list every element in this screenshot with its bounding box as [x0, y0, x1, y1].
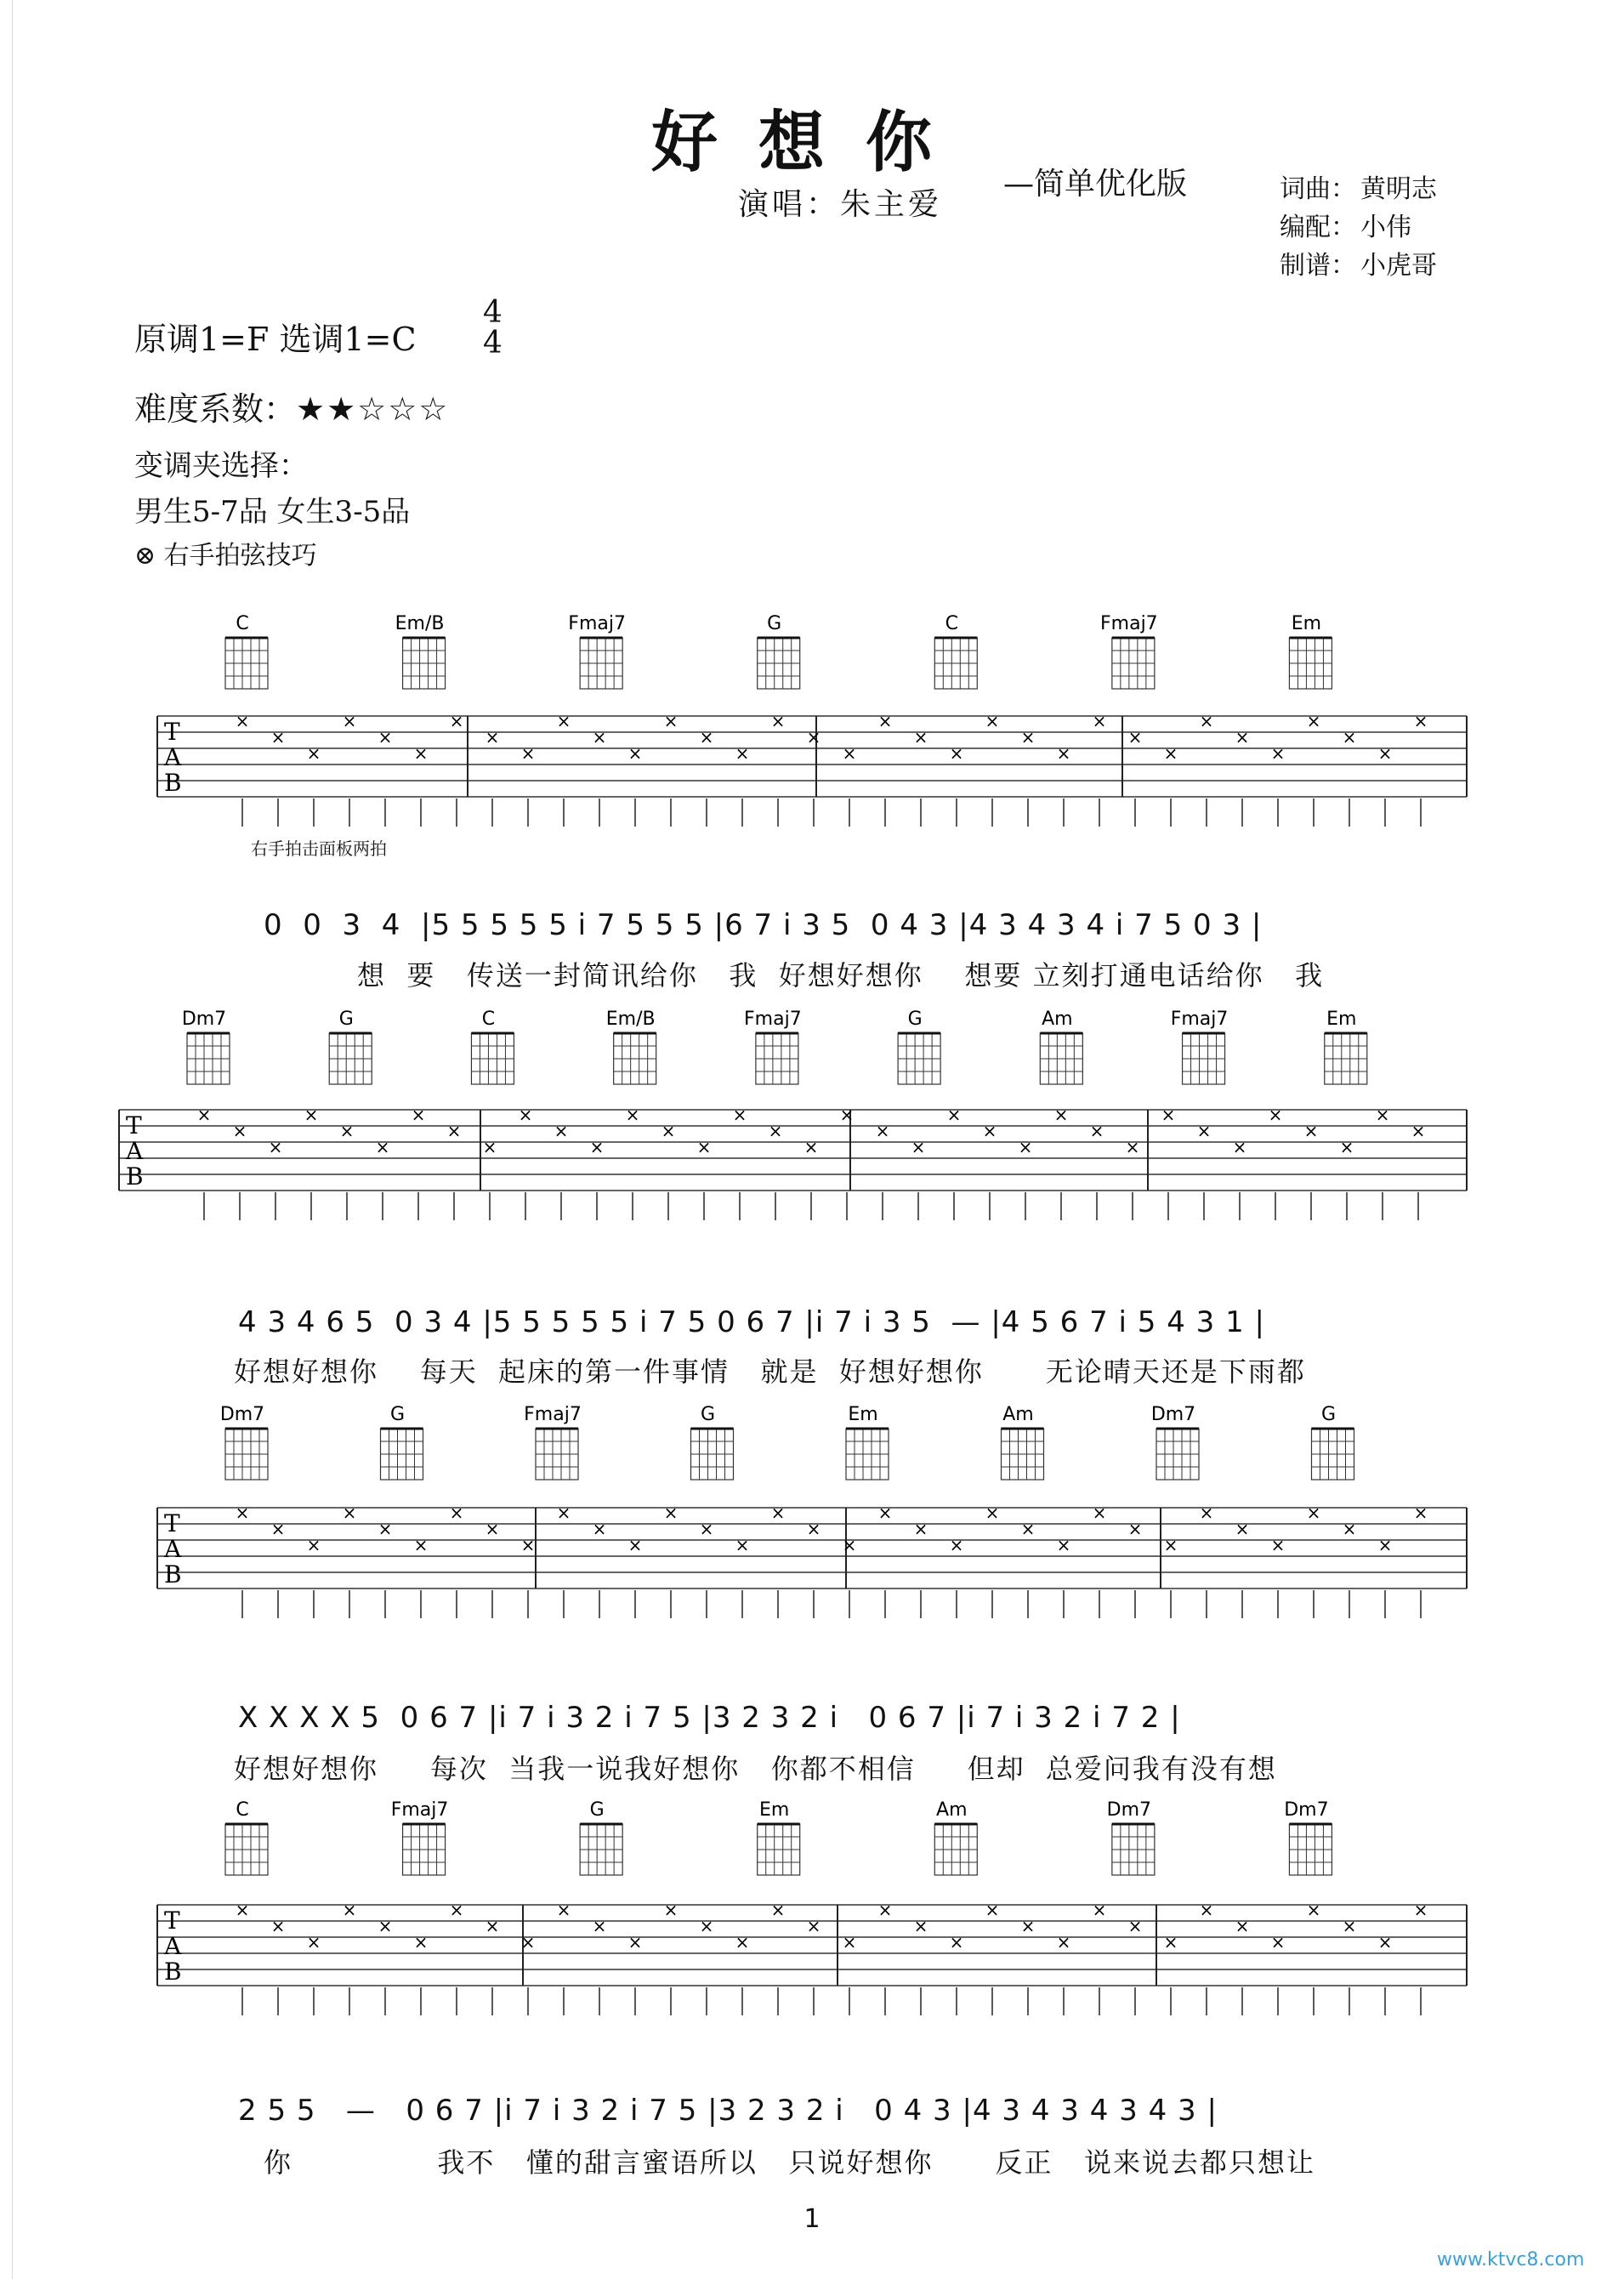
tab-strum-mark: ×	[592, 727, 607, 747]
tab-strum-mark: ×	[306, 1535, 321, 1555]
tab-strum-mark: ×	[982, 1121, 997, 1141]
difficulty-stars: ★★☆☆☆	[296, 390, 450, 428]
tab-strum-mark: ×	[663, 711, 679, 731]
tab-strum-mark: ×	[735, 743, 750, 764]
tab-strum-mark: ×	[913, 727, 928, 747]
tab-strum-mark: ×	[1375, 1105, 1390, 1125]
tab-strum-mark: ×	[342, 1900, 357, 1920]
watermark: www.ktvc8.com	[1437, 2249, 1585, 2270]
chord-name: C	[481, 1009, 496, 1030]
tab-strum-mark: ×	[592, 1519, 607, 1539]
chord-name: Am	[1042, 1009, 1073, 1030]
tab-strum-mark: ×	[735, 1535, 750, 1555]
tab-strum-mark: ×	[913, 1916, 928, 1936]
chord-name: Dm7	[219, 1404, 265, 1425]
chord-name: Fmaj7	[524, 1404, 582, 1425]
tab-strum-mark: ×	[518, 1105, 533, 1125]
tab-clef-letter: A	[126, 1137, 144, 1165]
tab-strum-mark: ×	[1413, 711, 1428, 731]
tab-strum-mark: ×	[842, 743, 857, 764]
tab-strum-mark: ×	[1270, 1932, 1286, 1952]
lyrics-row-2: 好想好想你 每天 起床的第一件事情 就是 好想好想你 无论晴天还是下雨都	[234, 1355, 1306, 1388]
tab-strum-mark: ×	[196, 1105, 212, 1125]
tab-strum-mark: ×	[270, 727, 286, 747]
tab-strum-mark: ×	[1411, 1121, 1426, 1141]
tab-strum-mark: ×	[556, 1503, 571, 1523]
tab-strum-mark: ×	[589, 1137, 605, 1157]
tab-strum-mark: ×	[1342, 1916, 1357, 1936]
tab-strum-mark: ×	[378, 1519, 393, 1539]
tab-strum-mark: ×	[663, 1900, 679, 1920]
tab-clef-letter: T	[164, 1509, 180, 1537]
tab-strum-mark: ×	[911, 1137, 926, 1157]
tab-strum-mark: ×	[1125, 1137, 1140, 1157]
page-number: 1	[803, 2204, 821, 2234]
tab-strum-mark: ×	[342, 711, 357, 731]
tab-strum-mark: ×	[842, 1932, 857, 1952]
time-signature: 4 4	[483, 295, 503, 361]
chord-name: C	[236, 1799, 249, 1821]
tab-strum-mark: ×	[661, 1121, 676, 1141]
tab-strum-mark: ×	[1306, 711, 1321, 731]
chord-name: G	[767, 613, 782, 634]
tab-strum-mark: ×	[913, 1519, 928, 1539]
tab-strum-mark: ×	[1377, 1535, 1393, 1555]
chord-name: Dm7	[1150, 1404, 1196, 1425]
tab-strum-mark: ×	[877, 711, 893, 731]
chord-name: Fmaj7	[390, 1799, 449, 1821]
tab-strum-mark: ×	[1127, 727, 1143, 747]
tab-strum-mark: ×	[449, 1503, 464, 1523]
tab-strum-mark: ×	[1235, 1916, 1250, 1936]
tab-strum-mark: ×	[482, 1137, 497, 1157]
tab-strum-mark: ×	[1199, 1503, 1214, 1523]
tab-strum-mark: ×	[732, 1105, 747, 1125]
capo-values: 男生5-7品 女生3-5品	[134, 495, 411, 529]
chord-name: Am	[936, 1799, 968, 1821]
tab-strum-mark: ×	[985, 711, 1000, 731]
notation-row-4: 2 5 5 — 0 6 7 |i 7 i 3 2 i 7 5 |3 2 3 2 i 0 4 3 |4 3 4 3 4 3 4 3 |	[238, 2094, 1218, 2128]
chord-name: Em/B	[395, 613, 445, 634]
tab-strum-mark: ×	[949, 1535, 964, 1555]
tab-strum-mark: ×	[803, 1137, 819, 1157]
tab-strum-mark: ×	[770, 1900, 786, 1920]
tab-strum-mark: ×	[985, 1900, 1000, 1920]
tab-strum-mark: ×	[592, 1916, 607, 1936]
tab-strum-mark: ×	[1270, 743, 1286, 764]
notation-row-1: 0 0 3 4 |5 5 5 5 5 i 7 5 5 5 |6 7 i 3 5 0 4 3 |4 3 4 3 4 i 7 5 0 3 |	[264, 908, 1263, 942]
tab-strum-mark: ×	[1268, 1105, 1283, 1125]
lyrics-row-3: 好想好想你 每次 当我一说我好想你 你都不相信 但却 总爱问我有没有想	[234, 1753, 1277, 1785]
chord-name: Em	[848, 1404, 878, 1425]
tab-strum-mark: ×	[625, 1105, 640, 1125]
tab-strum-mark: ×	[875, 1121, 890, 1141]
tab-strum-mark: ×	[235, 1900, 250, 1920]
tab-clef-letter: B	[164, 769, 182, 797]
tab-strum-mark: ×	[413, 1535, 429, 1555]
tab-strum-mark: ×	[1092, 711, 1107, 731]
tab-strum-mark: ×	[1161, 1105, 1176, 1125]
tab-strum-mark: ×	[411, 1105, 426, 1125]
chord-name: Fmaj7	[1100, 613, 1158, 634]
song-title: 好想你	[650, 104, 973, 181]
chord-name: Em/B	[605, 1009, 656, 1030]
chord-name: Em	[759, 1799, 790, 1821]
difficulty: 难度系数：★★☆☆☆	[134, 390, 450, 428]
tab-strum-mark: ×	[770, 711, 786, 731]
tab-strum-mark: ×	[699, 1519, 714, 1539]
chord-name: Em	[1326, 1009, 1357, 1030]
credit-arranger: 编配： 小伟	[1280, 213, 1411, 242]
tab-strum-mark: ×	[699, 727, 714, 747]
tab-strum-mark: ×	[413, 1932, 429, 1952]
tab-strum-mark: ×	[378, 727, 393, 747]
tab-strum-mark: ×	[1199, 1900, 1214, 1920]
chord-name: Am	[1002, 1404, 1034, 1425]
tab-strum-mark: ×	[1270, 1535, 1286, 1555]
credit-lyrics: 词曲： 黄明志	[1280, 174, 1437, 204]
tab-strum-mark: ×	[520, 743, 536, 764]
tab-strum-mark: ×	[949, 1932, 964, 1952]
tab-strum-mark: ×	[1163, 1932, 1178, 1952]
chord-name: Fmaj7	[744, 1009, 802, 1030]
tab-strum-mark: ×	[1377, 743, 1393, 764]
tab-strum-mark: ×	[806, 727, 821, 747]
tab-strum-mark: ×	[663, 1503, 679, 1523]
tab-strum-mark: ×	[485, 1916, 500, 1936]
chord-name: Em	[1291, 613, 1322, 634]
tab-strum-mark: ×	[770, 1503, 786, 1523]
chord-name: G	[907, 1009, 923, 1030]
tab-clef-letter: T	[164, 1907, 180, 1935]
tab-strum-mark: ×	[268, 1137, 283, 1157]
chord-name: G	[1320, 1404, 1337, 1425]
tab-strum-mark: ×	[1235, 1519, 1250, 1539]
tab-strum-mark: ×	[413, 743, 429, 764]
tab-strum-mark: ×	[839, 1105, 855, 1125]
tab-strum-mark: ×	[1020, 727, 1036, 747]
tab-strum-mark: ×	[1342, 1519, 1357, 1539]
tab-note: 右手拍击面板两拍	[251, 838, 387, 859]
tab-strum-mark: ×	[306, 1932, 321, 1952]
tab-clef-letter: T	[126, 1111, 142, 1140]
tab-strum-mark: ×	[842, 1535, 857, 1555]
tab-strum-mark: ×	[1056, 743, 1071, 764]
tab-strum-mark: ×	[554, 1121, 569, 1141]
tab-strum-mark: ×	[235, 711, 250, 731]
tab-strum-mark: ×	[1163, 743, 1178, 764]
tab-strum-mark: ×	[627, 743, 643, 764]
notation-row-2: 4 3 4 6 5 0 3 4 |5 5 5 5 5 i 7 5 0 6 7 |i 7 i 3 5 — |4 5 6 7 i 5 4 3 1 |	[238, 1305, 1266, 1339]
tab-strum-mark: ×	[446, 1121, 462, 1141]
tab-strum-mark: ×	[985, 1503, 1000, 1523]
tab-strum-mark: ×	[449, 711, 464, 731]
technique-note: ⊗ 右手拍弦技巧	[134, 541, 317, 571]
tab-strum-mark: ×	[1127, 1916, 1143, 1936]
tab-strum-mark: ×	[1339, 1137, 1354, 1157]
tab-strum-mark: ×	[232, 1121, 247, 1141]
tab-strum-mark: ×	[270, 1916, 286, 1936]
tab-strum-mark: ×	[375, 1137, 390, 1157]
chord-name: Dm7	[1284, 1799, 1329, 1821]
tab-strum-mark: ×	[627, 1535, 643, 1555]
tab-strum-mark: ×	[378, 1916, 393, 1936]
tab-clef-letter: A	[164, 743, 182, 771]
version-label: —简单优化版	[1003, 167, 1188, 202]
credit-transcriber: 制谱： 小虎哥	[1280, 251, 1437, 281]
tab-strum-mark: ×	[1018, 1137, 1033, 1157]
tab-strum-mark: ×	[806, 1519, 821, 1539]
key-info: 原调1=F 选调1=C	[134, 321, 417, 358]
tab-strum-mark: ×	[339, 1121, 355, 1141]
tab-strum-mark: ×	[556, 1900, 571, 1920]
tab-strum-mark: ×	[449, 1900, 464, 1920]
tab-strum-mark: ×	[485, 1519, 500, 1539]
tab-strum-mark: ×	[699, 1916, 714, 1936]
tab-strum-mark: ×	[877, 1503, 893, 1523]
tab-strum-mark: ×	[768, 1121, 783, 1141]
tab-strum-mark: ×	[342, 1503, 357, 1523]
tab-strum-mark: ×	[949, 743, 964, 764]
chord-name: Dm7	[1106, 1799, 1152, 1821]
chord-name: Fmaj7	[568, 613, 626, 634]
tab-strum-mark: ×	[1056, 1535, 1071, 1555]
tab-strum-mark: ×	[1092, 1900, 1107, 1920]
tab-strum-mark: ×	[1020, 1916, 1036, 1936]
tab-strum-mark: ×	[1020, 1519, 1036, 1539]
tab-strum-mark: ×	[520, 1932, 536, 1952]
tab-strum-mark: ×	[270, 1519, 286, 1539]
tab-strum-mark: ×	[1342, 727, 1357, 747]
tab-strum-mark: ×	[1235, 727, 1250, 747]
tab-strum-mark: ×	[1053, 1105, 1069, 1125]
tab-strum-mark: ×	[1056, 1932, 1071, 1952]
chord-name: C	[945, 613, 958, 634]
tab-clef-letter: B	[164, 1560, 182, 1588]
tab-strum-mark: ×	[1377, 1932, 1393, 1952]
tab-strum-mark: ×	[1413, 1503, 1428, 1523]
lyrics-row-1: 想 要 传送一封简讯给你 我 好想好想你 想要 立刻打通电话给你 我	[357, 959, 1325, 992]
tab-strum-mark: ×	[1127, 1519, 1143, 1539]
tab-strum-mark: ×	[1089, 1121, 1104, 1141]
chord-name: Dm7	[181, 1009, 227, 1030]
tab-clef-letter: A	[164, 1932, 182, 1960]
tab-strum-mark: ×	[1303, 1121, 1319, 1141]
tab-strum-mark: ×	[235, 1503, 250, 1523]
tab-strum-mark: ×	[735, 1932, 750, 1952]
notation-row-3: X X X X 5 0 6 7 |i 7 i 3 2 i 7 5 |3 2 3 2 i 0 6 7 |i 7 i 3 2 i 7 2 |	[238, 1701, 1181, 1735]
tab-strum-mark: ×	[485, 727, 500, 747]
tab-strum-mark: ×	[1232, 1137, 1247, 1157]
chord-name: C	[236, 613, 249, 634]
lyrics-row-4: 你 我不 懂的甜言蜜语所以 只说好想你 反正 说来说去都只想让	[264, 2146, 1315, 2179]
tab-strum-mark: ×	[1092, 1503, 1107, 1523]
chord-name: G	[700, 1404, 716, 1425]
tab-clef-letter: B	[126, 1162, 144, 1191]
tab-strum-mark: ×	[806, 1916, 821, 1936]
chord-name: Fmaj7	[1170, 1009, 1229, 1030]
tab-strum-mark: ×	[946, 1105, 962, 1125]
tab-strum-mark: ×	[1163, 1535, 1178, 1555]
tab-strum-mark: ×	[1199, 711, 1214, 731]
tab-strum-mark: ×	[1413, 1900, 1428, 1920]
tab-strum-mark: ×	[627, 1932, 643, 1952]
capo-label: 变调夹选择：	[134, 449, 308, 483]
tab-strum-mark: ×	[306, 743, 321, 764]
tab-clef-letter: A	[164, 1535, 182, 1563]
singer-label: 演唱：朱主爱	[738, 187, 943, 222]
tab-strum-mark: ×	[520, 1535, 536, 1555]
tab-strum-mark: ×	[1196, 1121, 1212, 1141]
tab-strum-mark: ×	[696, 1137, 712, 1157]
tab-strum-mark: ×	[877, 1900, 893, 1920]
chord-name: G	[338, 1009, 354, 1030]
tab-clef-letter: T	[164, 718, 180, 746]
chord-name: G	[389, 1404, 406, 1425]
tab-strum-mark: ×	[1306, 1503, 1321, 1523]
chord-name: G	[589, 1799, 605, 1821]
tab-strum-mark: ×	[556, 711, 571, 731]
tab-strum-mark: ×	[1306, 1900, 1321, 1920]
tab-clef-letter: B	[164, 1958, 182, 1986]
tab-strum-mark: ×	[304, 1105, 319, 1125]
